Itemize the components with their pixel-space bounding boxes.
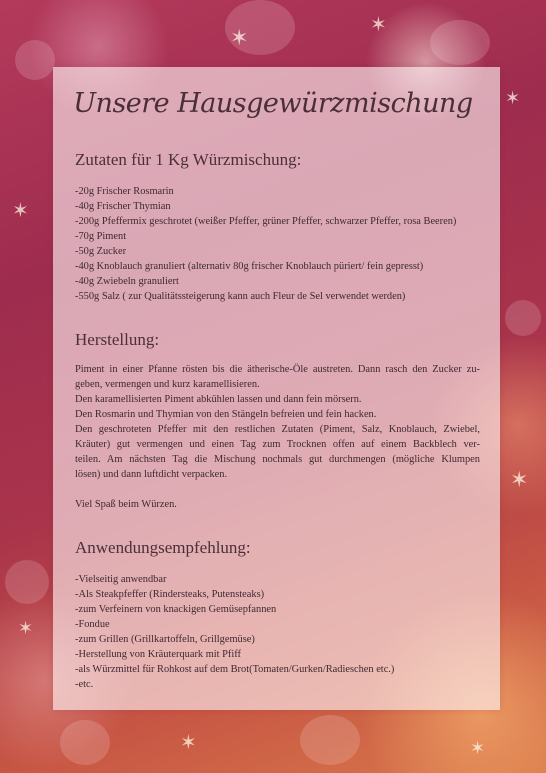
bokeh-light xyxy=(60,720,110,765)
bokeh-light xyxy=(15,40,55,80)
list-item: -550g Salz ( zur Qualitätssteigerung kann auch Fleur de Sel verwendet werden) xyxy=(75,291,406,302)
paragraph-line: lösen) und dann luftdicht verpacken. xyxy=(75,469,228,480)
paragraph-line: Den geschroteten Pfeffer mit den restlichen Zutaten (Piment, Salz, Knoblauch, Zwiebel, xyxy=(75,424,480,435)
list-item: -40g Zwiebeln granuliert xyxy=(75,276,179,287)
list-item: -etc. xyxy=(75,679,94,690)
bokeh-light xyxy=(225,0,295,55)
bokeh-light xyxy=(430,20,490,65)
paragraph-line: geben, vermengen und kurz karamellisieren. xyxy=(75,379,260,390)
star-icon: ✶ xyxy=(370,12,387,36)
list-item: -Herstellung von Kräuterquark mit Pfiff xyxy=(75,649,242,660)
list-item: -zum Verfeinern von knackigen Gemüsepfannen xyxy=(75,604,277,615)
paragraph-line: Kräuter) gut vermengen und einen Tag zum Trocknen offen auf einem Backblech ver- xyxy=(75,439,480,450)
preparation-heading: Herstellung: xyxy=(75,330,160,349)
star-icon: ✶ xyxy=(12,198,29,222)
list-item: -Vielseitig anwendbar xyxy=(75,574,167,585)
usage-heading: Anwendungsempfehlung: xyxy=(75,538,251,557)
list-item: -70g Piment xyxy=(75,231,127,242)
list-item: -40g Knoblauch granuliert (alternativ 80g frischer Knoblauch püriert/ fein gepresst) xyxy=(75,261,424,272)
usage-list xyxy=(75,572,480,692)
list-item: -40g Frischer Thymian xyxy=(75,201,171,212)
list-item: -als Würzmittel für Rohkost auf dem Brot(Tomaten/Gurken/Radieschen etc.) xyxy=(75,664,395,675)
list-item: -zum Grillen (Grillkartoffeln, Grillgemüse) xyxy=(75,634,255,645)
paragraph-line: teilen. Am nächsten Tag die Mischung nochmals gut durchmengen (mögliche Klumpen xyxy=(75,454,480,465)
paragraph-spacer xyxy=(75,482,480,497)
list-item: -200g Pfeffermix geschrotet (weißer Pfeffer, grüner Pfeffer, schwarzer Pfeffer, rosa Beeren) xyxy=(75,216,457,227)
star-icon: ✶ xyxy=(470,738,486,759)
star-icon: ✶ xyxy=(505,88,521,109)
paragraph-line: Den karamellisierten Piment abkühlen lassen und dann fein mörsern. xyxy=(75,394,362,405)
bokeh-light xyxy=(5,560,49,604)
ingredients-list xyxy=(75,184,480,304)
bokeh-light xyxy=(505,300,541,336)
paragraph-line: Den Rosmarin und Thymian von den Stängeln befreien und fein hacken. xyxy=(75,409,377,420)
paragraph-line: Piment in einer Pfanne rösten bis die ätherische-Öle austreten. Dann rasch den Zucker zu- xyxy=(75,364,480,375)
ingredients-heading: Zutaten für 1 Kg Würzmischung: xyxy=(75,150,302,169)
closing-line: Viel Spaß beim Würzen. xyxy=(75,499,177,510)
star-icon: ✶ xyxy=(18,618,34,639)
star-icon: ✶ xyxy=(230,26,249,51)
star-icon: ✶ xyxy=(510,468,529,493)
list-item: -50g Zucker xyxy=(75,246,127,257)
bokeh-light xyxy=(300,715,360,765)
page-title: Unsere Hausgewürzmischung xyxy=(73,88,473,119)
list-item: -20g Frischer Rosmarin xyxy=(75,186,174,197)
list-item: -Als Steakpfeffer (Rindersteaks, Putensteaks) xyxy=(75,589,265,600)
list-item: -Fondue xyxy=(75,619,110,630)
star-icon: ✶ xyxy=(180,730,197,754)
preparation-text xyxy=(75,362,480,512)
